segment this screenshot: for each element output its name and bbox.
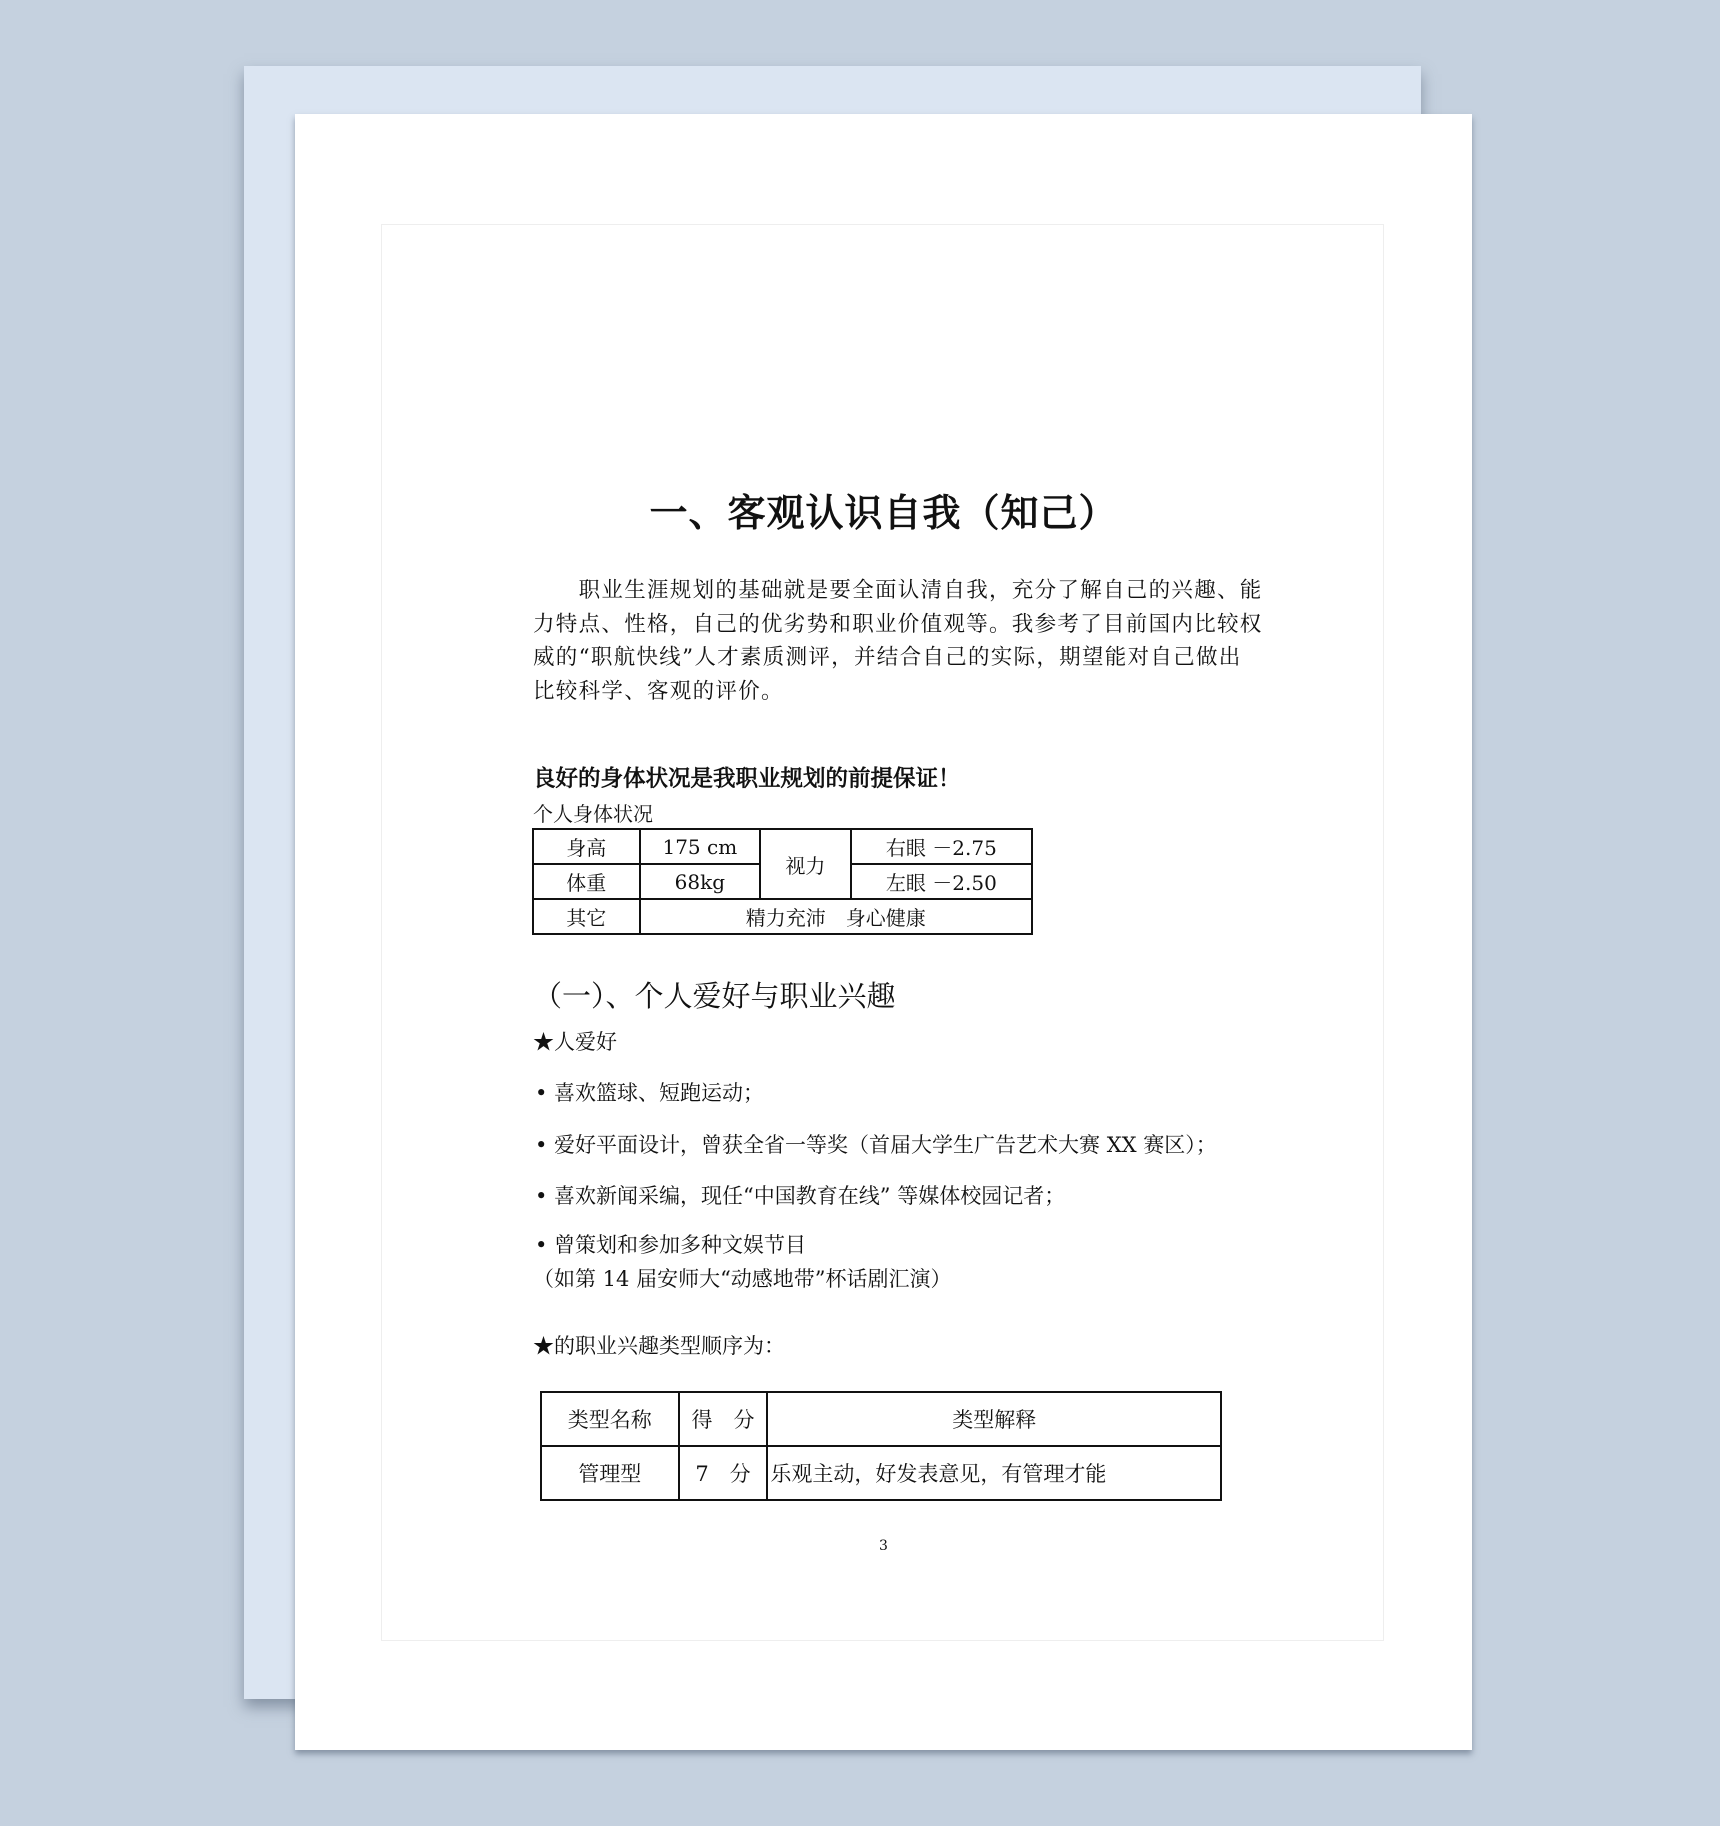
health-subheading: 个人身体状况	[533, 802, 653, 826]
interest-table	[540, 1391, 1222, 1501]
table-row	[541, 1446, 1221, 1500]
hobby-item: • 喜欢新闻采编，现任“中国教育在线” 等媒体校园记者；	[535, 1184, 1066, 1208]
document-page	[295, 114, 1472, 1750]
page-title: 一、客观认识自我（知己）	[649, 491, 1118, 535]
height-label: 身高	[533, 829, 640, 864]
table-row	[533, 899, 1032, 934]
intro-paragraph	[533, 574, 1263, 708]
page-number: 3	[879, 1538, 888, 1554]
hobby-item: • 爱好平面设计，曾获全省一等奖（首届大学生广告艺术大赛 XX 赛区）；	[535, 1133, 1217, 1157]
height-value: 175 cm	[640, 829, 761, 864]
hobby-item-note: （如第 14 届安师大“动感地带”杯话剧汇演）	[533, 1267, 952, 1291]
right-eye-value: 右眼 －2.75	[851, 829, 1032, 864]
weight-value: 68kg	[640, 864, 761, 899]
column-header: 得 分	[679, 1392, 768, 1446]
section-heading: （一）、个人爱好与职业兴趣	[533, 979, 896, 1013]
hobby-item: • 曾策划和参加多种文娱节目	[535, 1233, 807, 1257]
interest-heading: ★的职业兴趣类型顺序为：	[533, 1334, 785, 1358]
health-table	[532, 828, 1033, 935]
vision-label: 视力	[760, 829, 851, 899]
other-label: 其它	[533, 899, 640, 934]
health-heading: 良好的身体状况是我职业规划的前提保证！	[533, 766, 961, 792]
column-header: 类型解释	[767, 1392, 1221, 1446]
type-explanation-cell: 乐观主动，好发表意见，有管理才能	[767, 1446, 1221, 1500]
hobby-item: • 喜欢篮球、短跑运动；	[535, 1081, 765, 1105]
paragraph-line: 职业生涯规划的基础就是要全面认清自我，充分了解自己的兴趣、能	[533, 578, 1263, 603]
other-value: 精力充沛 身心健康	[640, 899, 1032, 934]
table-row	[533, 829, 1032, 864]
paragraph-line: 比较科学、客观的评价。	[533, 678, 784, 704]
column-header: 类型名称	[541, 1392, 679, 1446]
hobbies-heading: ★人爱好	[533, 1030, 617, 1054]
type-name-cell: 管理型	[541, 1446, 679, 1500]
table-header-row	[541, 1392, 1221, 1446]
paragraph-line: 威的“职航快线”人才素质测评，并结合自己的实际，期望能对自己做出	[533, 645, 1242, 670]
left-eye-value: 左眼 －2.50	[851, 864, 1032, 899]
paragraph-line: 力特点、性格，自己的优劣势和职业价值观等。我参考了目前国内比较权	[533, 611, 1263, 637]
weight-label: 体重	[533, 864, 640, 899]
score-cell: 7 分	[679, 1446, 768, 1500]
